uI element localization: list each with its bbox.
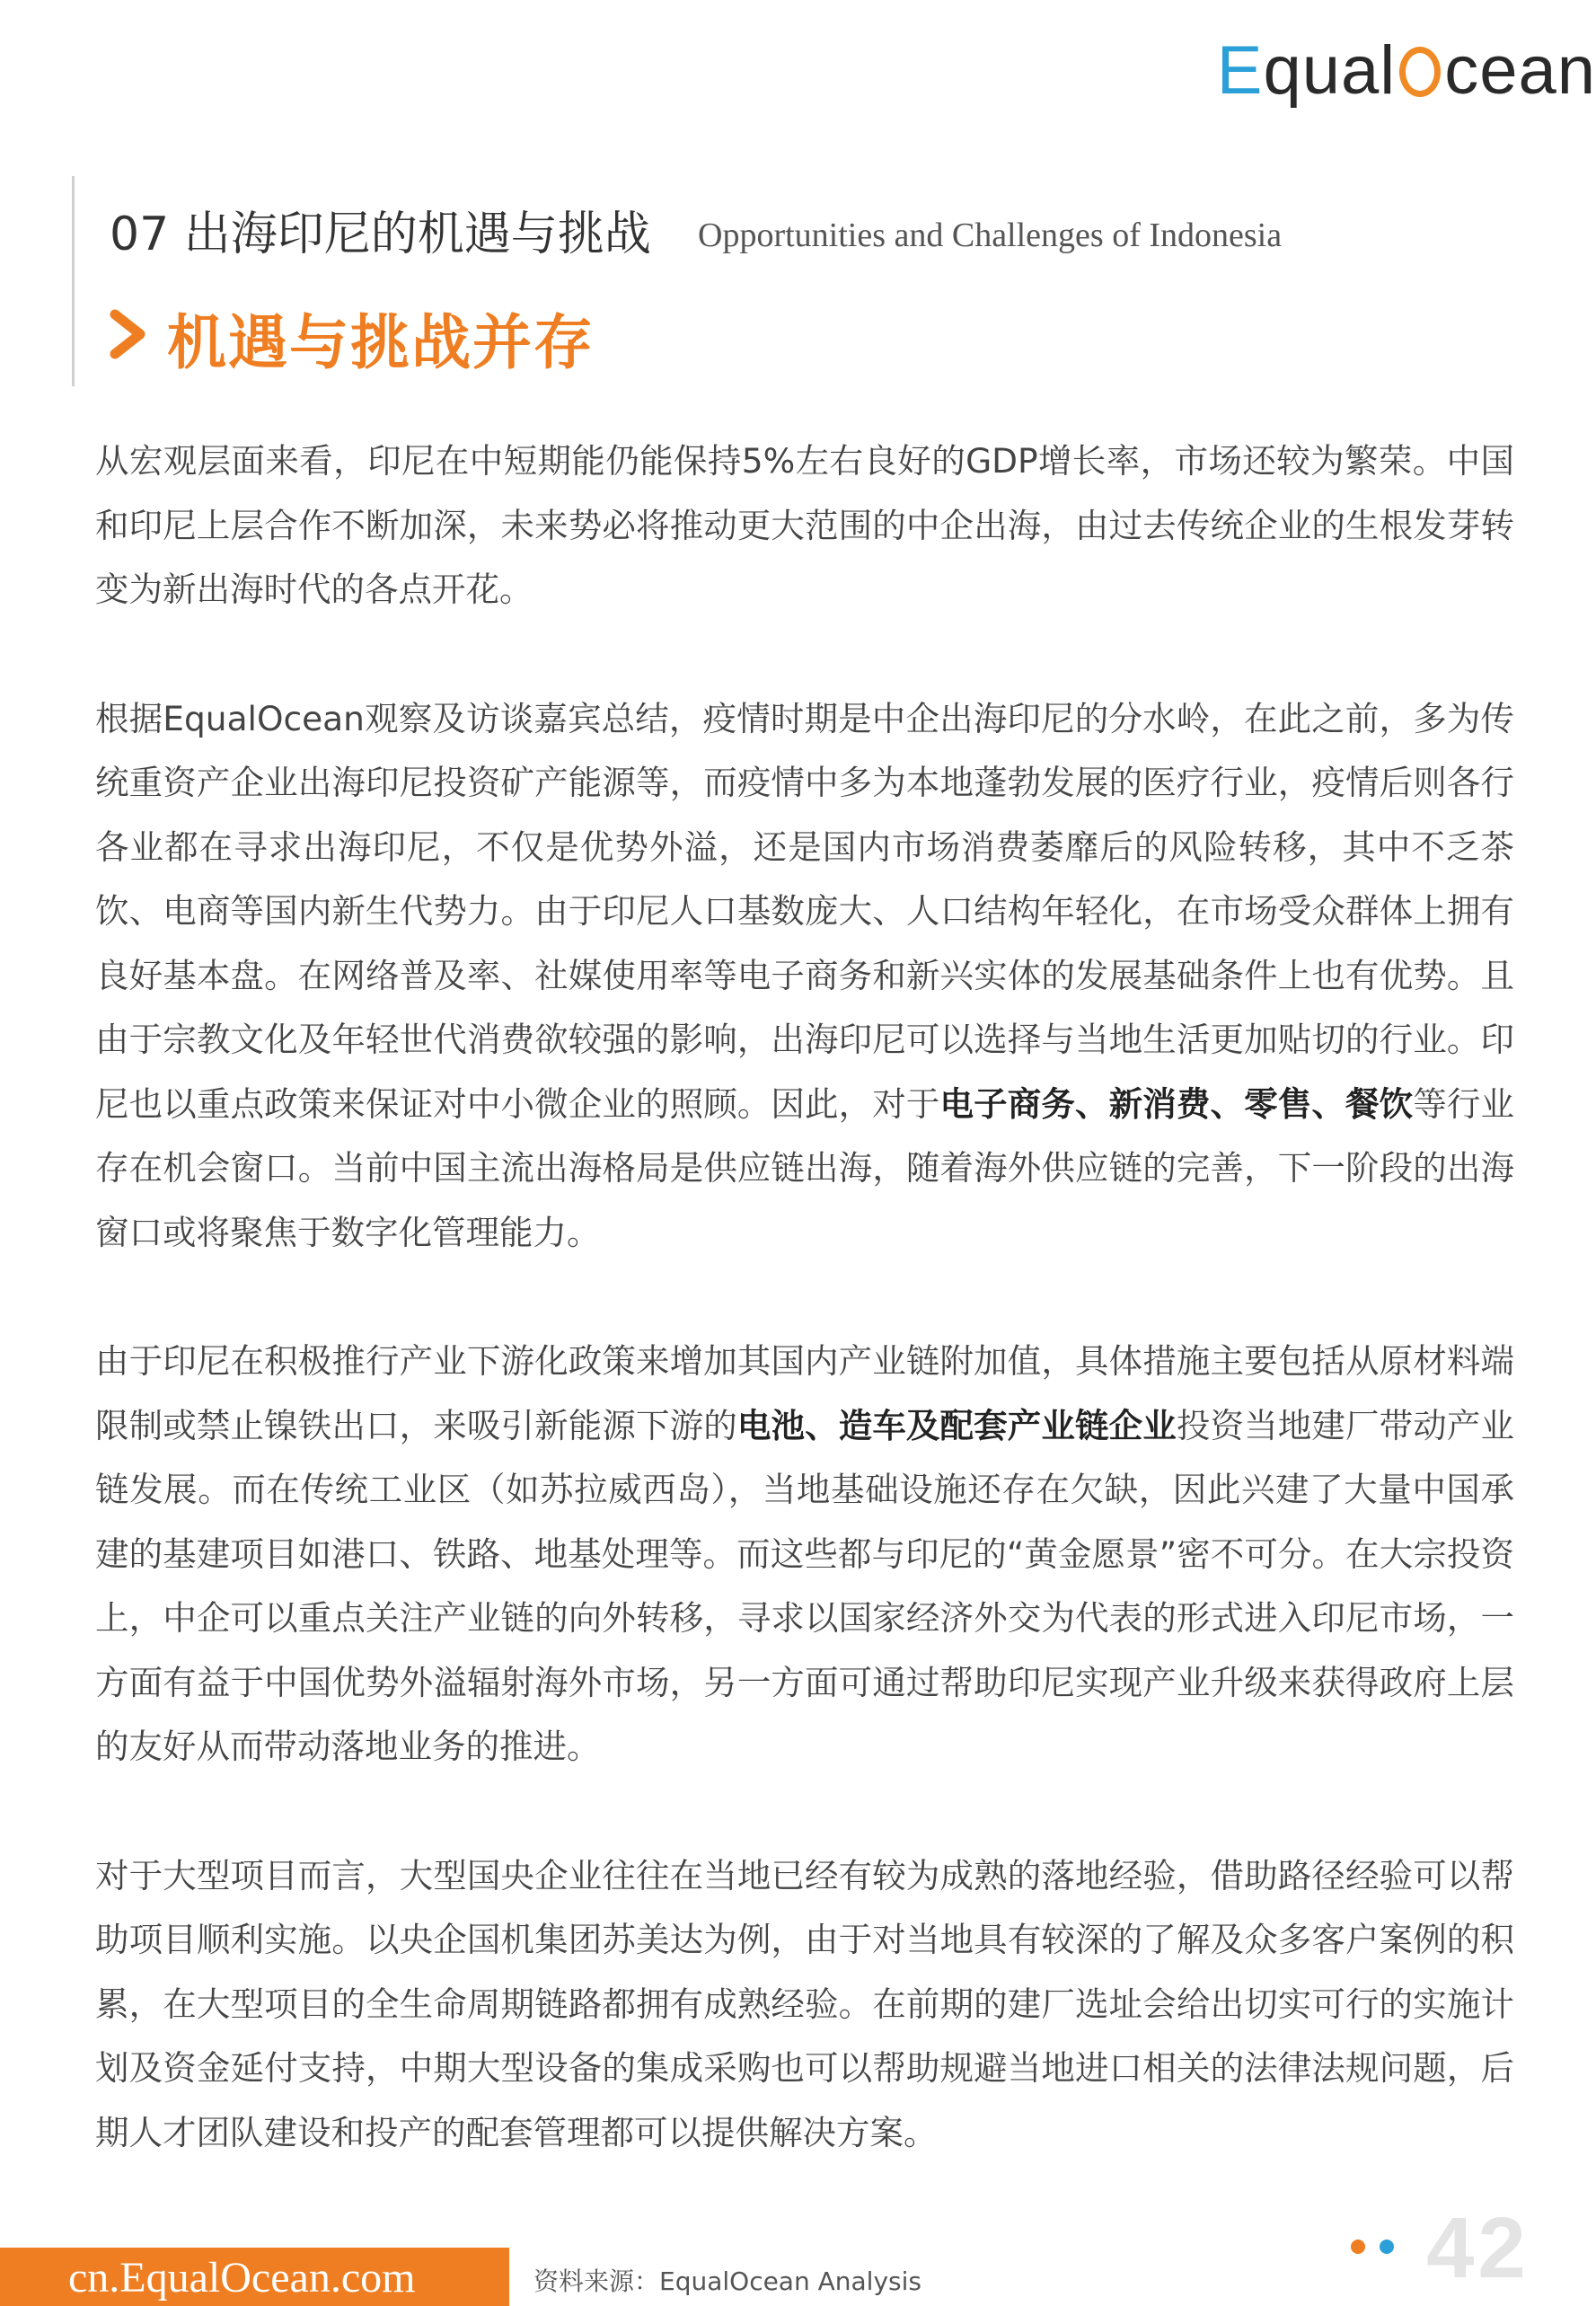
logo-o-ring-icon [1399, 47, 1441, 97]
header-side-rule [72, 176, 75, 386]
logo-e-letter: E [1216, 32, 1264, 109]
orange-dot-icon [1351, 2240, 1365, 2254]
section-english-title: Opportunities and Challenges of Indonesia [698, 216, 1283, 254]
logo-qual-text: qual [1263, 32, 1397, 109]
footer-website-link[interactable]: cn.EqualOcean.com [68, 2254, 416, 2302]
paragraph-3-part-2: 投资当地建厂带动产业链发展。而在传统工业区（如苏拉威西岛），当地基础设施还存在欠缺，因此兴建了大量中国承建的基建项目如港口、铁路、地基处理等。而这些都与印尼的“黄金愿景”密不可分。在大宗投资上，中企可以重点关注产业链的向外转移，寻求以国家经济外交为代表的形式进入印尼市场，一方面有益于中国优势外溢辐射海外市场，另一方面可通过帮助印尼实现产业升级来获得政府上层的友好从而带动落地业务的推进。 [95, 1405, 1515, 1766]
source-note: 资料来源：EqualOcean Analysis [533, 2266, 921, 2296]
paragraph-3-highlight: 电池、造车及配套产业链企业 [736, 1405, 1177, 1445]
page-number: 42 [1426, 2200, 1530, 2296]
paragraph-3 [95, 1330, 1514, 1780]
paragraph-2-part-2: 等行业存在机会窗口。当前中国主流出海格局是供应链出海，随着海外供应链的完善，下一阶段的出海窗口或将聚焦于数字化管理能力。 [95, 1083, 1515, 1252]
section-title: 07 出海印尼的机遇与挑战 [110, 208, 651, 261]
paragraph-3-part-1: 由于印尼在积极推行产业下游化政策来增加其国内产业链附加值，具体措施主要包括从原材料端限制或禁止镍铁出口，来吸引新能源下游的 [95, 1341, 1514, 1445]
equalocean-logo [1201, 22, 1596, 120]
page-title: 机遇与挑战并存 [167, 308, 595, 377]
paragraph-2-highlight: 电子商务、新消费、零售、餐饮 [939, 1083, 1414, 1124]
paragraph-4: 对于大型项目而言，大型国央企业往往在当地已经有较为成熟的落地经验，借助路径经验可以帮助项目顺利实施。以央企国机集团苏美达为例，由于对当地具有较深的了解及众多客户案例的积累，在大型项目的全生命周期链路都拥有成熟经验。在前期的建厂选址会给出切实可行的实施计划及资金延付支持，中期大型设备的集成采购也可以帮助规避当地进口相关的法律法规问题，后期人才团队建设和投产的配套管理都可以提供解决方案。 [95, 1855, 1514, 2152]
paragraph-2-part-1: 根据EqualOcean观察及访谈嘉宾总结，疫情时期是中企出海印尼的分水岭，在此之前，多为传统重资产企业出海印尼投资矿产能源等，而疫情中多为本地蓬勃发展的医疗行业，疫情后则各行各业都在寻求出海印尼，不仅是优势外溢，还是国内市场消费萎靡后的风险转移，其中不乏茶饮、电商等国内新生代势力。由于印尼人口基数庞大、人口结构年轻化，在市场受众群体上拥有良好基本盘。在网络普及率、社媒使用率等电子商务和新兴实体的发展基础条件上也有优势。且由于宗教文化及年轻世代消费欲较强的影响，出海印尼可以选择与当地生活更加贴切的行业。印尼也以重点政策来保证对中小微企业的照顾。因此，对于 [95, 698, 1514, 1124]
chevron-right-icon [108, 305, 151, 363]
paragraph-2 [95, 687, 1514, 1266]
article-body [95, 429, 1514, 2230]
logo-cean-text: cean [1444, 32, 1596, 109]
paragraph-1: 从宏观层面来看，印尼在中短期能仍能保持5%左右良好的GDP增长率，市场还较为繁荣。中国和印尼上层合作不断加深，未来势必将推动更大范围的中企出海，由过去传统企业的生根发芽转变为新出海时代的各点开花。 [95, 441, 1514, 609]
blue-dot-icon [1380, 2240, 1394, 2254]
